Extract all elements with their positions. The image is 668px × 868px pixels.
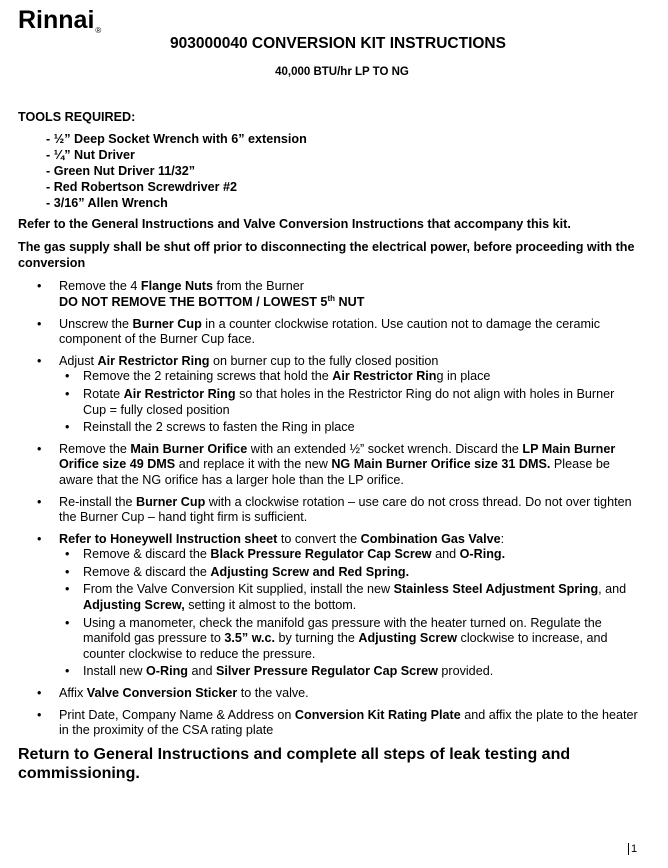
- tool-item: - 3/16” Allen Wrench: [46, 195, 168, 210]
- substep: • Reinstall the 2 screws to fasten the Ring in place: [59, 420, 638, 436]
- substep: • Remove & discard the Adjusting Screw and Red Spring.: [59, 565, 638, 581]
- substep: • From the Valve Conversion Kit supplied, install the new Stainless Steel Adjustment Spring, and Adjusting Screw, setting it almost to the bottom.: [59, 582, 638, 613]
- logo-registered-mark: ®: [95, 26, 102, 35]
- refer-note: Refer to the General Instructions and Valve Conversion Instructions that accompany this kit.: [18, 216, 571, 231]
- tool-item: - Red Robertson Screwdriver #2: [46, 179, 238, 194]
- step-rating-plate: • Print Date, Company Name & Address on Conversion Kit Rating Plate and affix the plate to the heater in the proximity of the CSA rating plate: [18, 708, 638, 739]
- page-subtitle: 40,000 BTU/hr LP TO NG: [275, 66, 409, 78]
- tool-item: - Green Nut Driver 11/32”: [46, 163, 196, 178]
- step-affix-sticker: • Affix Valve Conversion Sticker to the valve.: [18, 686, 638, 702]
- tool-item: - ¼” Nut Driver: [46, 147, 135, 162]
- substep: • Using a manometer, check the manifold gas pressure with the heater turned on. Regulate the manifold gas pressure to 3.5” w.c. by turning the Adjusting Screw clockwise to increase, and counter clockwise to reduce the pressure.: [59, 616, 638, 663]
- step-adjust-restrictor-ring: • Adjust Air Restrictor Ring on burner cup to the fully closed position • Remove the 2 retaining screws that hold the Air Restrictor Ring in place • Rotate Air Restrictor Ring so that holes in the Restrictor Ring do not align with holes in Burner Cup = fully closed position • Reinstall the 2 screws to fasten the Ring in place: [18, 354, 638, 436]
- substep: • Remove & discard the Black Pressure Regulator Cap Screw and O-Ring.: [59, 547, 638, 563]
- step-reinstall-burner-cup: • Re-install the Burner Cup with a clockwise rotation – use care do not cross thread. Do not over tighten the Burner Cup – hand tight firm is sufficient.: [18, 495, 638, 526]
- step-unscrew-burner-cup: • Unscrew the Burner Cup in a counter clockwise rotation. Use caution not to damage the ceramic component of the Burner Cup face.: [18, 317, 638, 348]
- substep: • Rotate Air Restrictor Ring so that holes in the Restrictor Ring do not align with holes in Burner Cup = fully closed position: [59, 387, 638, 418]
- logo-text: Rinnai: [18, 6, 95, 34]
- page-number-value: 1: [628, 843, 637, 855]
- substeps: [59, 547, 638, 680]
- page-title: 903000040 CONVERSION KIT INSTRUCTIONS: [170, 35, 506, 52]
- substep: • Remove the 2 retaining screws that hold the Air Restrictor Ring in place: [59, 369, 638, 385]
- step-remove-flange-nuts: • Remove the 4 Flange Nuts from the Burner DO NOT REMOVE THE BOTTOM / LOWEST 5th NUT: [18, 279, 638, 310]
- substep: • Install new O-Ring and Silver Pressure Regulator Cap Screw provided.: [59, 664, 638, 680]
- step-convert-gas-valve: • Refer to Honeywell Instruction sheet to convert the Combination Gas Valve: • Remove & discard the Black Pressure Regulator Cap Screw and O-Ring. • Remove & discard the Adjusting Screw and Red Spring. • From the Valve Conversion Kit supplied, install the new Stainless Steel Adjustment Spring, and Adjusting Screw, setting it almost to the bottom. • Using a manometer, check the manifold gas pressure with the heater turned on. Regulate the manifold gas pressure to 3.5” w.c. by turning the Adjusting Screw clockwise to increase, and counter clockwise to reduce the pressure. • Install new O-Ring and Silver Pressure Regulator Cap Screw provided.: [18, 532, 638, 680]
- substeps: [59, 369, 638, 435]
- steps-list: [18, 279, 638, 738]
- tools-list: [46, 131, 638, 211]
- gas-supply-note: The gas supply shall be shut off prior to disconnecting the electrical power, before proceeding with the conversion: [18, 240, 635, 270]
- step-remove-main-burner-orifice: • Remove the Main Burner Orifice with an extended ½” socket wrench. Discard the LP Main Burner Orifice size 49 DMS and replace it with the new NG Main Burner Orifice size 31 DMS. Please be aware that the NG orifice has a larger hole than the LP orifice.: [18, 442, 638, 489]
- tool-item: - ½” Deep Socket Wrench with 6” extension: [46, 131, 307, 146]
- warning-bottom-nut: DO NOT REMOVE THE BOTTOM / LOWEST 5th NUT: [59, 293, 365, 309]
- instructions-body: [18, 110, 638, 783]
- rinnai-logo: [18, 6, 101, 35]
- closing-instruction: Return to General Instructions and complete all steps of leak testing and commissioning.: [18, 745, 571, 782]
- tools-heading: TOOLS REQUIRED:: [18, 110, 136, 124]
- page-number: [628, 843, 637, 855]
